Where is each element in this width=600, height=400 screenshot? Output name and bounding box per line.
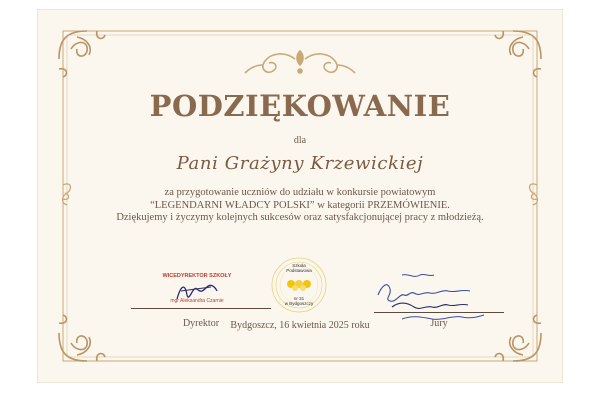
jury-role-label: Jury (430, 318, 448, 329)
certificate-title: PODZIĘKOWANIE (149, 89, 451, 123)
seal-line-1: Szkoła (292, 263, 306, 268)
stamp-name: mgr Aleksandra Czarnie (170, 298, 224, 304)
top-center-ornament (245, 51, 355, 73)
certificate-body (77, 187, 523, 225)
certificate (37, 9, 563, 383)
corner-flourish-top-left (59, 31, 105, 77)
stamp-title: WICEDYREKTOR SZKOŁY (162, 273, 232, 279)
signature-line-right (374, 312, 504, 313)
seal-bottom-text (267, 296, 331, 306)
dla-label: dla (293, 135, 307, 146)
body-line-2: “LEGENDARNI WŁADCY POLSKI” w kategorii PRZEMÓWIENIE. (150, 199, 450, 211)
director-role-label: Dyrektor (182, 318, 220, 329)
side-flourish-left (63, 184, 71, 205)
seal-line-3: nr 31 (293, 296, 305, 301)
seal-line-2: Podstawowa (286, 268, 312, 273)
signature-line-left (131, 308, 271, 309)
body-line-1: za przygotowanie uczniów do udziału w konkursie powiatowym (164, 187, 436, 198)
recipient-name: Pani Grażyny Krzewickiej (176, 153, 424, 174)
seal-line-4: w Bydgoszczy (284, 301, 314, 306)
side-flourish-right (530, 184, 538, 205)
seal-top-text (267, 263, 331, 273)
body-line-3: Dziękujemy i życzymy kolejnych sukcesów oraz satysfakcjonującej pracy z młodzieżą. (116, 212, 484, 223)
corner-flourish-top-right (495, 31, 541, 77)
place-and-date: Bydgoszcz, 16 kwietnia 2025 roku (230, 320, 370, 331)
